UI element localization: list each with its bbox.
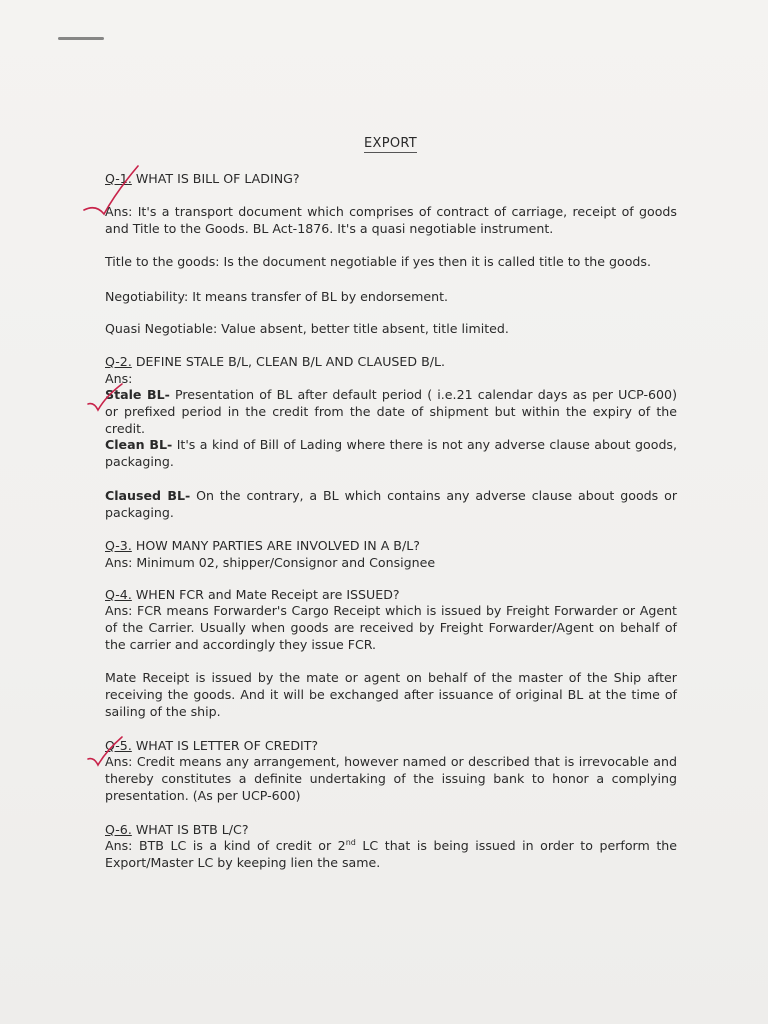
q3-question: HOW MANY PARTIES ARE INVOLVED IN A B/L? — [135, 538, 420, 553]
q3-heading — [105, 537, 677, 554]
q1-answer: Ans: It's a transport document which comprises of contract of carriage, receipt of goods and Title to the Goods. BL Act-1876. It's a quasi negotiable instrument. — [105, 204, 677, 236]
clean-bl-definition: It's a kind of Bill of Lading where there is not any adverse clause about goods, packaging. — [105, 437, 677, 469]
q4-number: Q-4. — [105, 587, 132, 602]
q1-title-to-goods: Title to the goods: Is the document negotiable if yes then it is called title to the goods. — [105, 254, 651, 269]
q6-number: Q-6. — [105, 822, 132, 837]
q4-heading — [105, 586, 677, 603]
q2-claused-bl — [105, 487, 677, 521]
q6-answer-part2: LC that is being issued in order to perform the Export/Master LC by keeping lien the same. — [105, 838, 677, 870]
q5-heading — [105, 737, 677, 754]
punch-mark — [58, 37, 104, 40]
q6-heading — [105, 821, 677, 838]
q2-clean-bl — [105, 436, 677, 470]
stale-bl-term: Stale BL- — [105, 387, 170, 402]
q3-number: Q-3. — [105, 538, 132, 553]
document-title: EXPORT — [364, 136, 418, 151]
q4-answer-fcr: Ans: FCR means Forwarder's Cargo Receipt which is issued by Freight Forwarder or Agent of the Carrier. Usually when goods are received by Freight Forwarder/Agent on behalf of the carrier and accordingly they issue FCR. — [105, 603, 677, 652]
q6-answer-part1: Ans: BTB LC is a kind of credit or 2 — [105, 838, 346, 853]
q1-number: Q-1. — [105, 171, 132, 186]
q1-negotiability: Negotiability: It means transfer of BL by endorsement. — [105, 289, 449, 304]
q2-ans-label: Ans: — [105, 371, 133, 386]
q1-heading — [105, 170, 677, 187]
clean-bl-term: Clean BL- — [105, 437, 173, 452]
q2-stale-bl — [105, 386, 677, 437]
q2-heading — [105, 353, 677, 370]
q1-quasi-negotiable: Quasi Negotiable: Value absent, better title absent, title limited. — [105, 321, 509, 336]
q4-answer-mate-receipt: Mate Receipt is issued by the mate or agent on behalf of the master of the Ship after receiving the goods. And it will be exchanged after issuance of original BL at the time of sailing of the ship. — [105, 670, 677, 719]
q5-answer: Ans: Credit means any arrangement, however named or described that is irrevocable and thereby constitutes a definite undertaking of the issuing bank to honor a complying presentation. (As per UCP-600) — [105, 754, 677, 803]
claused-bl-definition: On the contrary, a BL which contains any adverse clause about goods or packaging. — [105, 488, 677, 520]
q2-question: DEFINE STALE B/L, CLEAN B/L AND CLAUSED B/L. — [135, 354, 445, 369]
q2-number: Q-2. — [105, 354, 132, 369]
q5-question: WHAT IS LETTER OF CREDIT? — [135, 738, 319, 753]
stale-bl-definition: Presentation of BL after default period ( i.e.21 calendar days as per UCP-600) or prefixed period in the credit from the date of shipment but within the expiry of the credit. — [105, 387, 677, 436]
claused-bl-term: Claused BL- — [105, 488, 191, 503]
q5-number: Q-5. — [105, 738, 132, 753]
q6-question: WHAT IS BTB L/C? — [135, 822, 249, 837]
q4-question: WHEN FCR and Mate Receipt are ISSUED? — [135, 587, 400, 602]
q1-question: WHAT IS BILL OF LADING? — [135, 171, 300, 186]
q3-answer: Ans: Minimum 02, shipper/Consignor and Consignee — [105, 555, 436, 570]
q6-answer-superscript: nd — [345, 837, 356, 847]
q6-answer — [105, 837, 677, 871]
